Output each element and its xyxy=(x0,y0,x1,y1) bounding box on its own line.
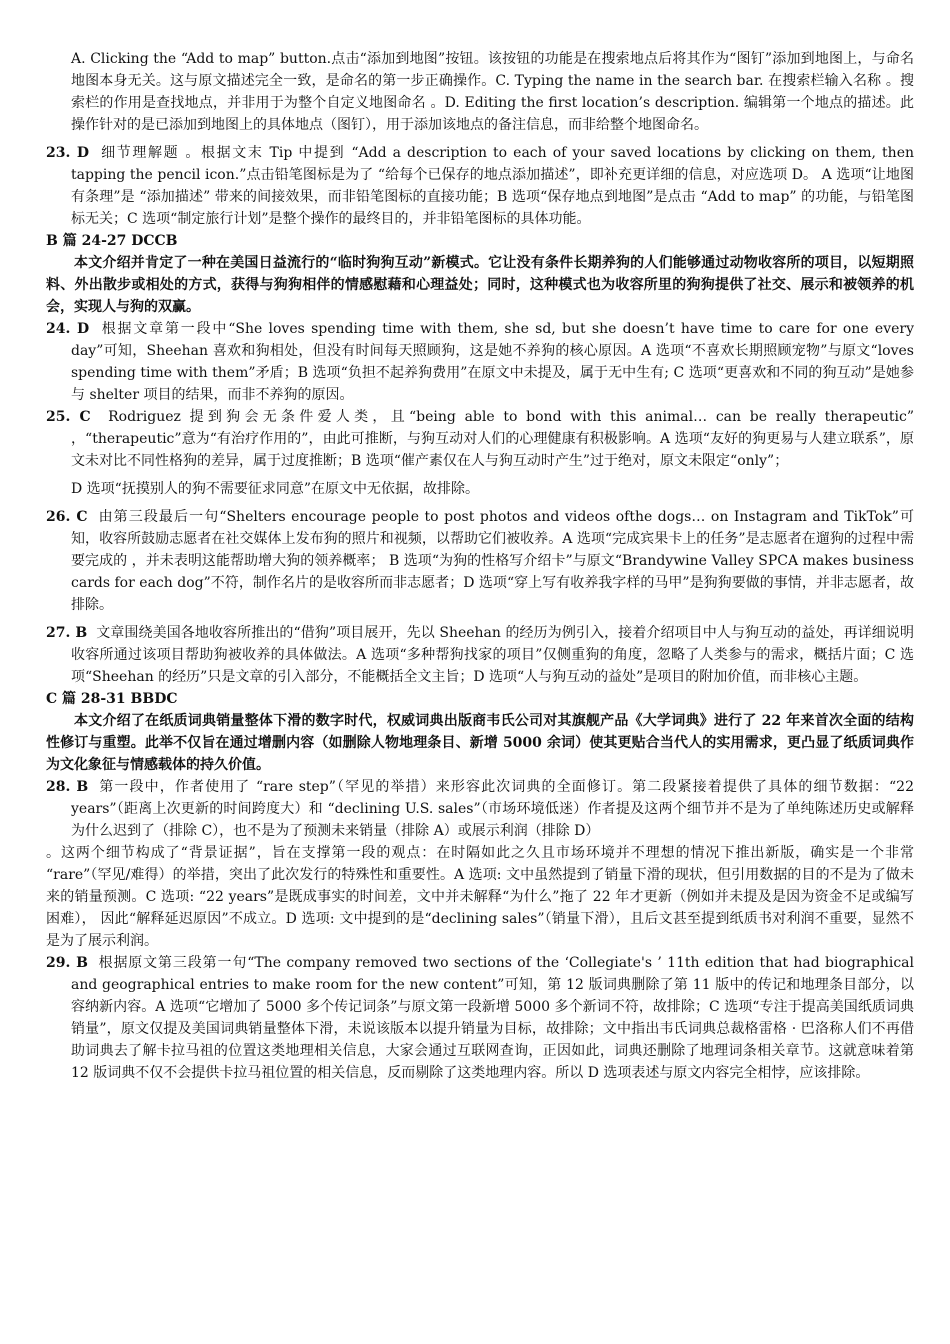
q28-answer: 28. B xyxy=(46,779,89,795)
question-29 xyxy=(46,952,914,1084)
q26-answer: 26. C xyxy=(46,509,88,525)
question-26 xyxy=(46,506,914,616)
q28-explanation: 第一段中，作者使用了 “rare step”（罕见的举措）来形容此次词典的全面修订。第二段紧接着提供了具体的细节数据：“22 years”（距离上次更新的时间跨度大）和 “declining U.S. sales”（市场环境低迷）作者提及这两个细节并不是为了单纯陈述历史或解释为什么迟到了（排除 C），也不是为了预测未来销量（排除 A）或展示利润（排除 D） xyxy=(71,779,914,839)
section-b-summary: 本文介绍并肯定了一种在美国日益流行的“临时狗狗互动”新模式。它让没有条件长期养狗的人们能够通过动物收容所的项目，以短期照料、外出散步或相处的方式，获得与狗狗相伴的情感慰藉和心理益处；同时，这种模式也为收容所里的狗狗提供了社交、展示和被领养的机会，实现人与狗的双赢。 xyxy=(46,255,914,315)
q22-continuation: A. Clicking the “Add to map” button.点击“添加到地图”按钮。该按钮的功能是在搜索地点后将其作为“图钉”添加到地图上，与命名地图本身无关。这与原文描述完全一致，是命名的第一步正确操作。C. Typing the name in the search bar. 在搜索栏输入名称 。搜索栏的作用是查找地点，并非用于为整个自定义地图命名 。D. Editing the first location’s description. 编辑第一个地点的描述。此操作针对的是已添加到地图上的具体地点（图钉），用于添加该地点的备注信息，而非给整个地图命名。 xyxy=(71,51,914,133)
q26-explanation: 由第三段最后一句“Shelters encourage people to post photos and videos ofthe dogs… on Instagram and TikTok”可知，收容所鼓励志愿者在社交媒体上发布狗的照片和视频，以帮助它们被收养。A 选项“完成宾果卡上的任务”是志愿者在遛狗的过程中需要完成的 ，并未表明这能帮助增大狗的领养概率； B 选项“为狗的性格写介绍卡”与原文“Brandywine Valley SPCA makes business cards for each dog”不符，制作名片的是收容所而非志愿者；D 选项“穿上写有收养我字样的马甲”是狗狗要做的事情，并非志愿者，故排除。 xyxy=(71,509,914,613)
question-28 xyxy=(46,776,914,842)
q24-explanation: 根据文章第一段中“She loves spending time with them, she sd, but she doesn’t have time to care for one every day”可知，Sheehan 喜欢和狗相处，但没有时间每天照顾狗，这是她不养狗的核心原因。A 选项“不喜欢长期照顾宠物”与原文“loves spending time with them”矛盾；B 选项“负担不起养狗费用”在原文中未提及，属于无中生有; C 选项“更喜欢和不同的狗互动”是她参与 shelter 项目的结果，而非不养狗的原因。 xyxy=(71,321,914,403)
q28-extra: 。这两个细节构成了“背景证据”，旨在支撑第一段的观点：在时隔如此之久且市场环境并不理想的情况下推出新版，确实是一个非常 “rare”（罕见/难得）的举措，突出了此次发行的特殊性和重要性。A 选项: 文中虽然提到了销量下滑的现状，但引用数据的目的不是为了做未来的销量预测。C 选项: “22 years”是既成事实的时间差，文中并未解释“为什么”拖了 22 年才更新（例如并未提及是因为资金不足或编写困难）， 因此“解释延迟原因”不成立。D 选项: 文中提到的是“declining sales”（销量下滑），且后文甚至提到纸质书对利润不重要，显然不是为了展示利润。 xyxy=(46,845,914,949)
section-c-summary: 本文介绍了在纸质词典销量整体下滑的数字时代，权威词典出版商韦氏公司对其旗舰产品《大学词典》进行了 22 年来首次全面的结构性修订与重塑。此举不仅旨在通过增删内容（如删除人物地理条目、新增 5000 余词）使其更贴合当代人的实用需求，更凸显了纸质词典作为文化象征与情感载体的持久价值。 xyxy=(46,713,914,773)
question-27 xyxy=(46,622,914,688)
q25-extra: D 选项“抚摸别人的狗不需要征求同意”在原文中无依据，故排除。 xyxy=(71,481,479,497)
question-25 xyxy=(46,406,914,472)
question-24 xyxy=(46,318,914,406)
section-b-title: B 篇 24-27 DCCB xyxy=(46,233,178,249)
q25-answer: 25. C xyxy=(46,409,91,425)
q23-explanation: 细节理解题 。根据文末 Tip 中提到 “Add a description to each of your saved locations by clicking on them, then tapping the pencil icon.”点击铅笔图标是为了 “给每个已保存的地点添加描述”，即补充更详细的信息，对应选项 D。 A 选项“让地图有条理”是 “添加描述” 带来的间接效果，而非铅笔图标的直接功能；B 选项“保存地点到地图”是点击 “Add to map” 的功能，与铅笔图标无关；C 选项“制定旅行计划”是整个操作的最终目的，并非铅笔图标的具体功能。 xyxy=(71,145,914,227)
q24-answer: 24. D xyxy=(46,321,90,337)
q29-answer: 29. B xyxy=(46,955,88,971)
question-23 xyxy=(46,142,914,230)
q27-answer: 27. B xyxy=(46,625,88,641)
q25-explanation: Rodriguez 提到狗会无条件爱人类，且“being able to bond with this animal… can be really therapeutic” ，“therapeutic”意为“有治疗作用的”，由此可推断，与狗互动对人们的心理健康有积极影响。A 选项“友好的狗更易与人建立联系”，原文未对比不同性格狗的差异，属于过度推断；B 选项“催产素仅在人与狗互动时产生”过于绝对，原文未限定“only”； xyxy=(71,409,914,469)
q23-answer: 23. D xyxy=(46,145,89,161)
q29-explanation: 根据原文第三段第一句“The company removed two sections of the ‘Collegiate's ’ 11th edition that had biographical and geographical entries to make room for the new content”可知，第 12 版词典删除了第 11 版中的传记和地理条目部分，以容纳新内容。A 选项“它增加了 5000 多个传记词条”与原文第一段新增 5000 多个新词不符，故排除；C 选项“专注于提高美国纸质词典销量”，原文仅提及美国词典销量整体下滑，未说该版本以提升销量为目标，故排除；文中指出韦氏词典总裁格雷格 · 巴洛称人们不再借助词典去了解卡拉马祖的位置这类地理相关信息，大家会通过互联网查询，正因如此，词典还删除了地理词条相关章节。这就意味着第 12 版词典不仅不会提供卡拉马祖位置的相关信息，反而剔除了这类地理内容。所以 D 选项表述与原文内容完全相悖，应该排除。 xyxy=(71,955,914,1081)
q27-explanation: 文章围绕美国各地收容所推出的“借狗”项目展开，先以 Sheehan 的经历为例引入，接着介绍项目中人与狗互动的益处，再详细说明收容所通过该项目帮助狗被收养的具体做法。A 选项“多种帮狗找家的项目”仅侧重狗的角度，忽略了人类参与的需求，概括片面；C 选项“Sheehan 的经历”只是文章的引入部分，不能概括全文主旨；D 选项“人与狗互动的益处”是项目的附加价值，而非核心主题。 xyxy=(71,625,914,685)
section-c-title: C 篇 28-31 BBDC xyxy=(46,691,178,707)
answer-key-page xyxy=(46,48,914,1084)
